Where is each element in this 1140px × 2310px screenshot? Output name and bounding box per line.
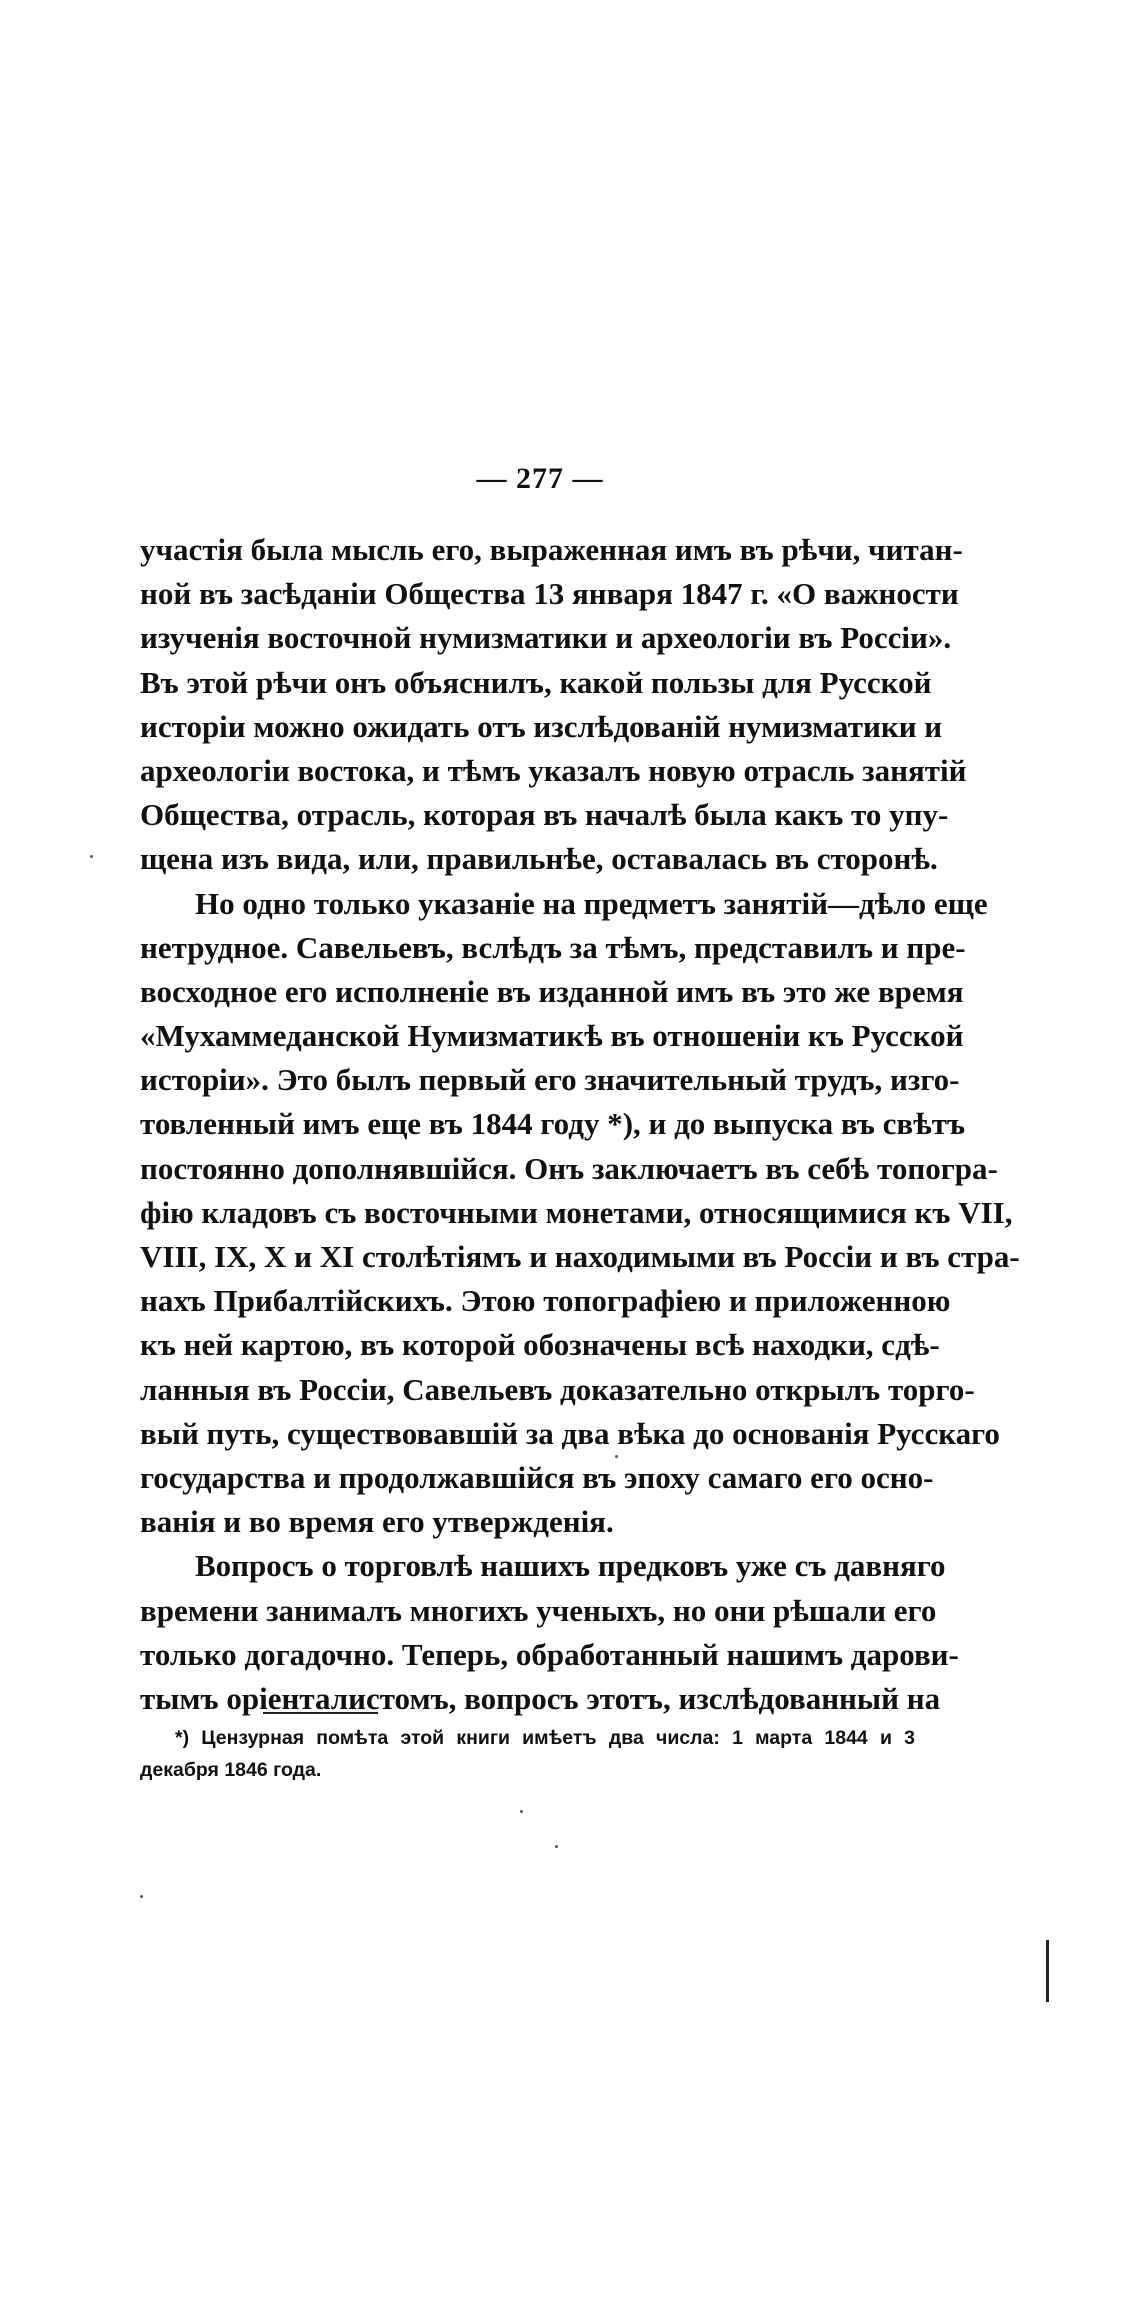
text-line: «Мухаммеданской Нумизматикѣ въ отношеніи къ Русской — [140, 1018, 964, 1054]
scan-speck — [615, 1455, 618, 1458]
paragraph-start-line: Но одно только указаніе на предметъ занятій—дѣло еще — [195, 885, 988, 921]
text-line: ной въ засѣданіи Общества 13 января 1847 г. «О важности — [140, 576, 959, 612]
text-line: ланныя въ Россіи, Савельевъ доказательно открылъ торго- — [140, 1371, 975, 1407]
text-line: къ ней картою, въ которой обозначены всѣ находки, сдѣ- — [140, 1327, 940, 1363]
scan-speck — [520, 1810, 523, 1813]
text-line: постоянно дополнявшійся. Онъ заключаетъ въ себѣ топогра- — [140, 1150, 998, 1186]
text-line: государства и продолжавшійся въ эпоху самаго его осно- — [140, 1459, 934, 1495]
text-line: нетрудное. Савельевъ, вслѣдъ за тѣмъ, представилъ и пре- — [140, 929, 966, 965]
footnote-line: *) Цензурная помѣта этой книги имѣетъ два числа: 1 марта 1844 и 3 — [175, 1727, 915, 1749]
margin-mark — [1046, 1940, 1049, 2002]
text-line: исторіи можно ожидать отъ изслѣдованій нумизматики и — [140, 708, 943, 744]
page-number: — 277 — — [476, 462, 604, 495]
text-line: вый путь, существовавшій за два вѣка до основанія Русскаго — [140, 1415, 1000, 1451]
text-line: тымъ оріенталистомъ, вопросъ этотъ, изслѣдованный на — [140, 1680, 941, 1716]
footnote-line: декабря 1846 года. — [140, 1759, 322, 1781]
text-line: только догадочно. Теперь, обработанный нашимъ дарови- — [140, 1636, 959, 1672]
text-line: фію кладовъ съ восточными монетами, относящимися къ VII, — [140, 1194, 1013, 1230]
text-line: щена изъ вида, или, правильнѣе, оставалась въ сторонѣ. — [140, 841, 938, 877]
text-line: времени занималъ многихъ ученыхъ, но они рѣшали его — [140, 1592, 937, 1628]
text-line: товленный имъ еще въ 1844 году *), и до выпуска въ свѣтъ — [140, 1106, 966, 1142]
footnote-separator — [263, 1712, 378, 1714]
text-line: участія была мысль его, выраженная имъ въ рѣчи, читан- — [140, 532, 963, 567]
scan-speck — [90, 855, 93, 858]
body-text — [140, 528, 1020, 1721]
paragraph-start-line: Вопросъ о торговлѣ нашихъ предковъ уже съ давняго — [195, 1548, 946, 1584]
footnote — [140, 1722, 915, 1786]
text-line: восходное его исполненіе въ изданной имъ въ это же время — [140, 973, 964, 1009]
text-line: исторіи». Это былъ первый его значительный трудъ, изго- — [140, 1062, 960, 1098]
text-line: ванія и во время его утвержденія. — [140, 1504, 614, 1540]
text-line: археологіи востока, и тѣмъ указалъ новую отрасль занятій — [140, 752, 967, 788]
scan-speck — [555, 1845, 558, 1848]
text-line: Въ этой рѣчи онъ объяснилъ, какой пользы для Русской — [140, 664, 932, 700]
scan-speck — [140, 1895, 143, 1898]
text-line: VIII, IX, X и XI столѣтіямъ и находимыми въ Россіи и въ стра- — [140, 1239, 1020, 1274]
text-line: изученія восточной нумизматики и археологіи въ Россіи». — [140, 620, 952, 656]
text-line: Общества, отрасль, которая въ началѣ была какъ то упу- — [140, 797, 949, 833]
text-line: нахъ Прибалтійскихъ. Этою топографіею и приложенною — [140, 1283, 951, 1319]
